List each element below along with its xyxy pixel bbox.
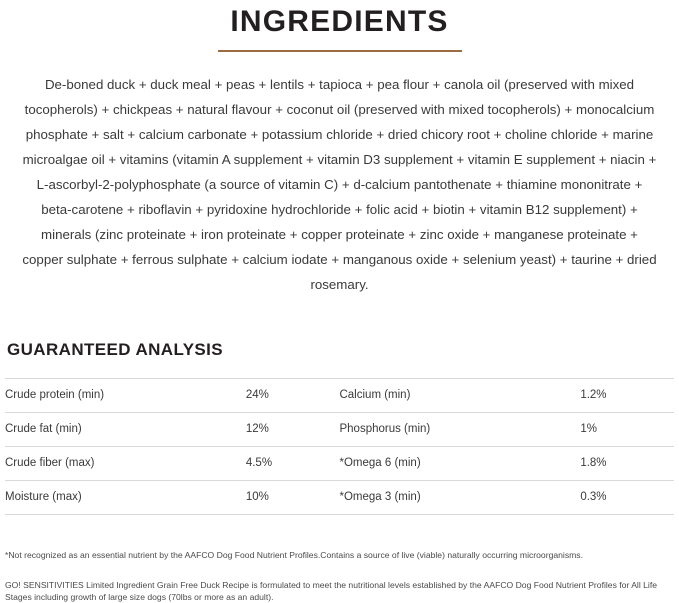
- ingredients-section: [0, 0, 679, 297]
- table-row: [5, 447, 674, 481]
- nutrient-label: *Omega 6 (min): [339, 447, 580, 481]
- nutrient-value: 0.3%: [580, 481, 674, 515]
- nutrient-label: Crude fiber (max): [5, 447, 246, 481]
- nutrient-value: 1.8%: [580, 447, 674, 481]
- table-row: [5, 413, 674, 447]
- table-row: [5, 481, 674, 515]
- aafco-disclaimer-text: GO! SENSITIVITIES Limited Ingredient Grain Free Duck Recipe is formulated to meet the nutritional levels established by the AAFCO Dog Food Nutrient Profiles for All Life Stages including growth of large size dogs (70lbs or more as an adult).: [5, 579, 657, 602]
- table-row: [5, 379, 674, 413]
- ingredients-list-text: De-boned duck + duck meal + peas + lentils + tapioca + pea flour + canola oil (preserved with mixed tocopherols) + chickpeas + natural flavour + coconut oil (preserved with mixed tocopherols) + monocalcium phosphate + salt + calcium carbonate + potassium chloride + dried chicory root + choline chloride + marine microalgae oil + vitamins (vitamin A supplement + vitamin D3 supplement + vitamin E supplement + niacin + L-ascorbyl-2-polyphosphate (a source of vitamin C) + d-calcium pantothenate + thiamine mononitrate + beta-carotene + riboflavin + pyridoxine hydrochloride + folic acid + biotin + vitamin B12 supplement) + minerals (zinc proteinate + iron proteinate + copper proteinate + zinc oxide + manganese proteinate + copper sulphate + ferrous sulphate + calcium iodate + manganous oxide + selenium yeast) + taurine + dried rosemary.: [22, 77, 657, 292]
- nutrient-value: 1%: [580, 413, 674, 447]
- footnote-text: *Not recognized as an essential nutrient by the AAFCO Dog Food Nutrient Profiles.Contains a source of live (viable) naturally occurring microorganisms.: [5, 549, 583, 560]
- nutrient-label: Phosphorus (min): [339, 413, 580, 447]
- nutrient-label: Calcium (min): [339, 379, 580, 413]
- title-divider: [218, 50, 462, 52]
- nutrient-label: Crude fat (min): [5, 413, 246, 447]
- guaranteed-analysis-title: GUARANTEED ANALYSIS: [7, 340, 224, 359]
- nutrient-value: 4.5%: [246, 447, 340, 481]
- nutrient-label: Moisture (max): [5, 481, 246, 515]
- guaranteed-analysis-table: [5, 378, 674, 515]
- ingredients-title: INGREDIENTS: [230, 5, 449, 38]
- nutrient-value: 12%: [246, 413, 340, 447]
- nutrient-value: 24%: [246, 379, 340, 413]
- guaranteed-analysis-section: [5, 340, 674, 515]
- nutrient-label: Crude protein (min): [5, 379, 246, 413]
- nutrient-label: *Omega 3 (min): [339, 481, 580, 515]
- nutrient-value: 10%: [246, 481, 340, 515]
- nutrient-value: 1.2%: [580, 379, 674, 413]
